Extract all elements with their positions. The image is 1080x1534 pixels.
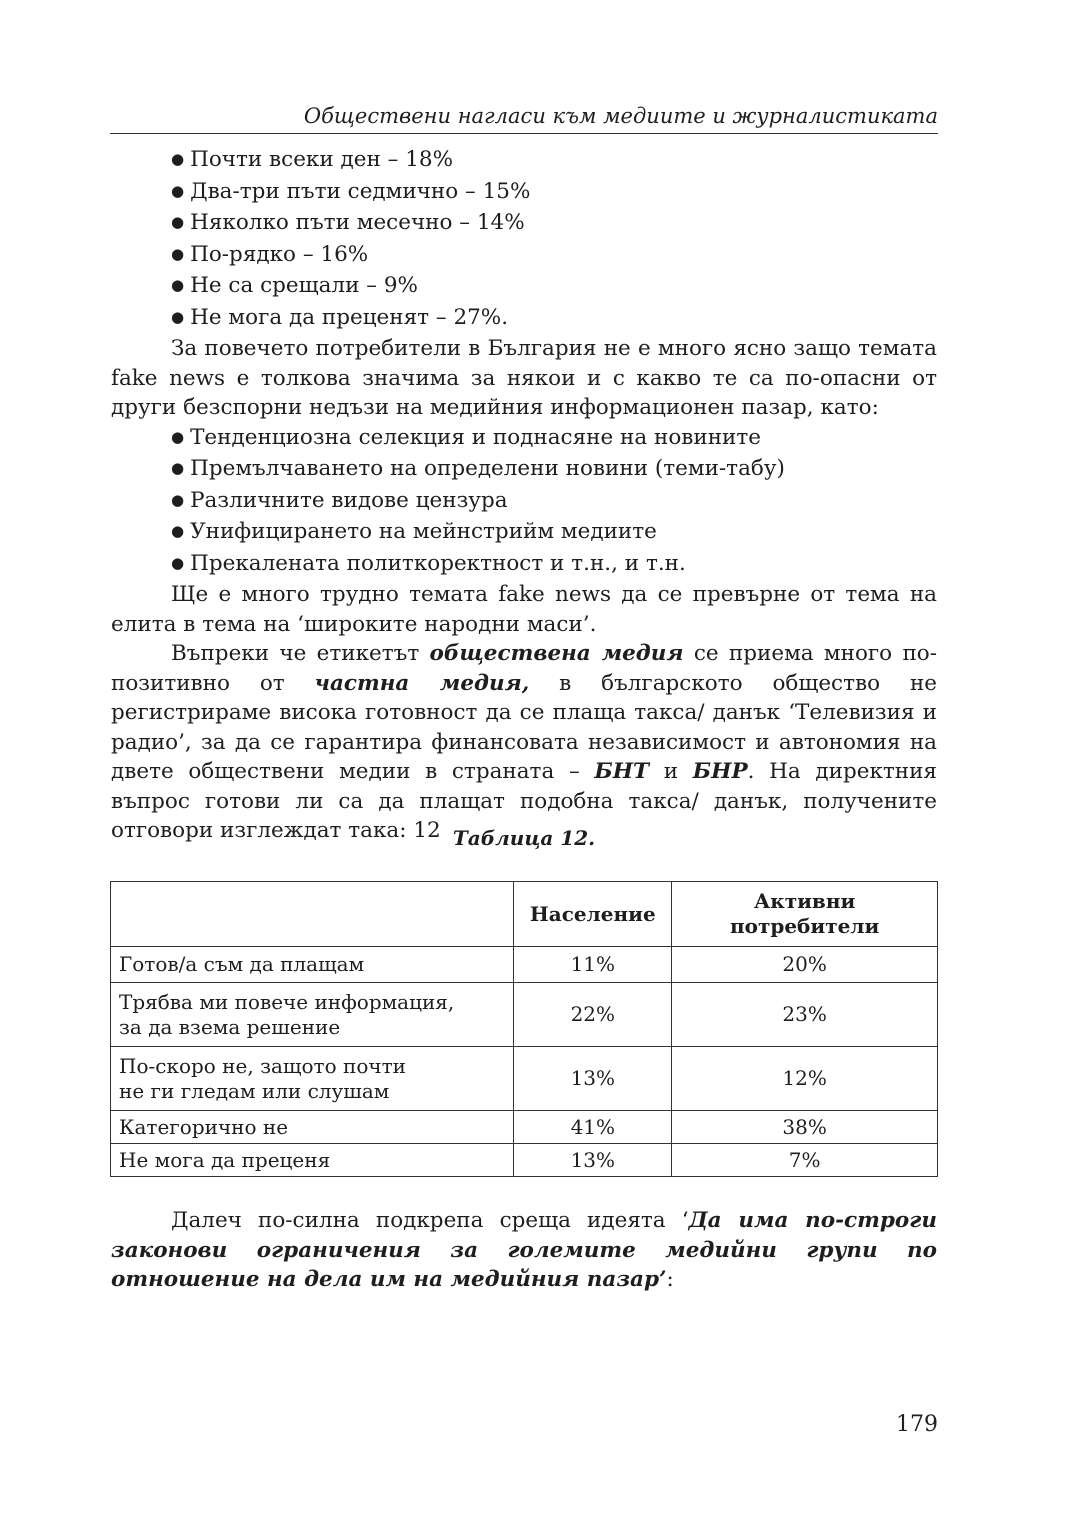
table-row <box>111 983 938 1047</box>
header-active-users <box>672 882 938 947</box>
table-row <box>111 947 938 983</box>
table-caption: Таблица 12. <box>452 826 596 850</box>
list-item: ● Тенденциозна селекция и поднасяне на новините <box>111 423 937 455</box>
body-text <box>111 145 937 846</box>
table-row <box>111 1144 938 1177</box>
emphasis-idea: Да има по-строги законови ограничения за големите медийни групи по отношение на дела им на медийния пазар’ <box>111 1208 937 1292</box>
row-label <box>111 1111 514 1144</box>
emphasis-bnr: БНР <box>692 759 748 784</box>
list-item: ● Различните видове цензура <box>111 486 937 518</box>
emphasis-private-media: частна медия, <box>314 670 530 696</box>
active-value: 7% <box>672 1144 938 1177</box>
paragraph-closing <box>111 1206 937 1295</box>
table-row <box>111 1111 938 1144</box>
row-label <box>111 1144 514 1177</box>
header-active-line-2: потребители <box>729 914 880 938</box>
header-rule <box>110 133 938 134</box>
header-cell-empty <box>111 882 514 947</box>
table-row <box>111 1047 938 1111</box>
paragraph-public-media <box>111 639 937 846</box>
text-span: и <box>649 759 693 784</box>
active-value: 12% <box>672 1047 938 1111</box>
row-label-line-2: за да взема решение <box>119 1014 341 1039</box>
active-value: 38% <box>672 1111 938 1144</box>
media-flaws-list <box>111 423 937 581</box>
survey-table <box>110 881 938 1177</box>
page-number: 179 <box>896 1412 938 1437</box>
population-value: 13% <box>514 1047 672 1111</box>
row-label <box>111 983 514 1047</box>
active-value: 23% <box>672 983 938 1047</box>
list-item: ● Унифицирането на мейнстрийм медиите <box>111 517 937 549</box>
list-item: ● Прекалената политкоректност и т.н., и т.н. <box>111 549 937 581</box>
row-label-line-1: Категорично не <box>119 1114 289 1139</box>
row-label-line-1: По-скоро не, защото почти <box>119 1053 406 1078</box>
list-item: ● Няколко пъти месечно – 14% <box>111 208 937 240</box>
frequency-list <box>111 145 937 334</box>
list-item: ● Почти всеки ден – 18% <box>111 145 937 177</box>
row-label <box>111 947 514 983</box>
table-header-row <box>111 882 938 947</box>
population-value: 13% <box>514 1144 672 1177</box>
paragraph-elite-topic: Ще е много трудно темата fake news да се превърне от тема на елита в тема на ‘широките народни маси’. <box>111 582 937 637</box>
text-span: се приема много по-позитивно от <box>111 641 937 696</box>
row-label-line-2: не ги гледам или слушам <box>119 1078 390 1103</box>
emphasis-public-media: обществена медия <box>429 641 684 666</box>
header-active-line-1: Активни <box>753 889 856 913</box>
closing-paragraph <box>111 1206 937 1295</box>
active-value: 20% <box>672 947 938 983</box>
text-span: . На директния въпрос готови ли са да плащат подобна такса/ данък, получените отговори изглеждат така: 12 <box>111 759 937 843</box>
list-item: ● Не са срещали – 9% <box>111 271 937 303</box>
emphasis-bnt: БНТ <box>594 759 650 784</box>
row-label <box>111 1047 514 1111</box>
population-value: 41% <box>514 1111 672 1144</box>
row-label-line-1: Трябва ми повече информация, <box>119 989 455 1014</box>
running-title: Обществени нагласи към медиите и журналистиката <box>303 104 938 128</box>
text-span: Далеч по-силна подкрепа среща идеята ‘ <box>171 1208 689 1233</box>
population-value: 22% <box>514 983 672 1047</box>
list-item: ● Не мога да преценят – 27%. <box>111 303 937 335</box>
population-value: 11% <box>514 947 672 983</box>
paragraph-fake-news: За повечето потребители в България не е много ясно защо темата fake news е толкова значима за някои и с какво те са по-опасни от други безспорни недъзи на медийния информационен пазар, като: <box>111 336 937 420</box>
text-span: в българското общество не регистрираме висока готовност да се плаща такса/ данък ‘Телевизия и радио’, за да се гарантира финансовата независимост и автономия на двете обществени медии в страната – <box>111 670 937 784</box>
header-population: Население <box>514 882 672 947</box>
row-label-line-1: Не мога да преценя <box>119 1147 331 1172</box>
text-span: : <box>666 1267 674 1292</box>
list-item: ● Два-три пъти седмично – 15% <box>111 177 937 209</box>
text-span: Въпреки че етикетът <box>171 641 430 666</box>
list-item: ● Премълчаването на определени новини (теми-табу) <box>111 454 937 486</box>
row-label-line-1: Готов/а съм да плащам <box>119 952 365 976</box>
list-item: ● По-рядко – 16% <box>111 240 937 272</box>
